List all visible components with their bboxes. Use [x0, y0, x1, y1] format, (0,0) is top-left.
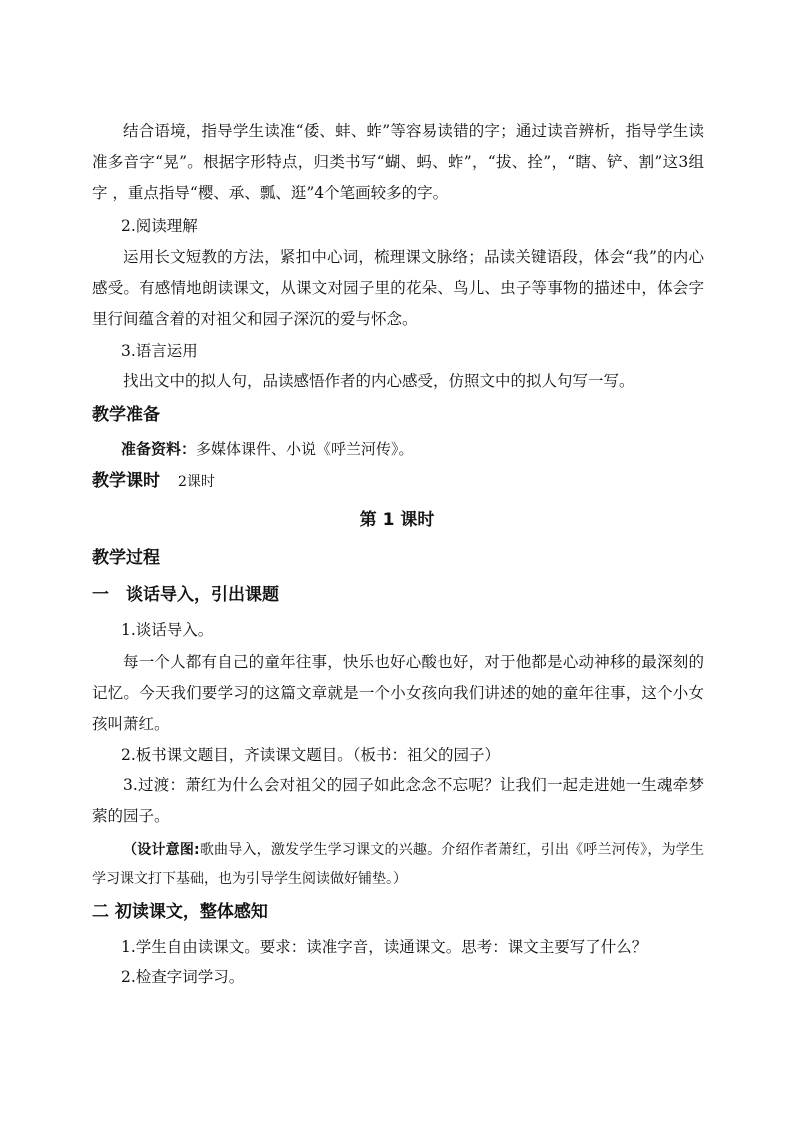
preparation-label: 准备资料： [121, 440, 197, 458]
section-two-item-1: 1.学生自由读课文。要求：读准字音，读通课文。思考：课文主要写了什么？ [121, 938, 648, 956]
lesson-title: 第 1 课时 [359, 510, 435, 530]
section-one-item-3: 3.过渡：萧红为什么会对祖父的园子如此念念不忘呢？让我们一起走进她一生魂牵梦萦的园子。 [92, 776, 704, 825]
objective-literacy-paragraph: 结合语境，指导学生读准“倭、蚌、蚱”等容易读错的字；通过读音辨析，指导学生读准多音字“晃”。根据字形特点，归类书写“蝴、蚂、蚱”，“拔、拴”，“瞎、铲、割”这3组字 ，重点指导“樱、承、瓢、逛”4个笔画较多的字。 [92, 122, 704, 202]
preparation-materials [121, 437, 414, 461]
section-one-item-1: 1.谈话导入。 [121, 621, 214, 639]
section-one-item-2: 2.板书课文题目，齐读课文题目。（板书：祖父的园子） [121, 746, 501, 764]
preparation-text: 多媒体课件、小说《呼兰河传》。 [196, 440, 414, 458]
teaching-hours-heading: 教学课时 [92, 471, 160, 491]
reading-comprehension-heading: 2.阅读理解 [121, 217, 198, 235]
section-two-item-2: 2.检查字词学习。 [121, 968, 245, 986]
teaching-process-heading: 教学过程 [92, 548, 160, 568]
language-use-heading: 3.语言运用 [121, 342, 198, 360]
section-one-heading: 一 谈话导入，引出课题 [92, 585, 279, 605]
teaching-hours-line [92, 469, 215, 494]
teaching-hours-value: 2课时 [178, 474, 215, 490]
design-intent-label: （设计意图: [123, 842, 200, 858]
language-use-paragraph: 找出文中的拟人句，品读感悟作者的内心感受，仿照文中的拟人句写一写。 [123, 372, 635, 390]
design-intent-note [92, 836, 704, 894]
teaching-preparation-heading: 教学准备 [92, 405, 160, 425]
section-two-heading: 二 初读课文，整体感知 [92, 902, 268, 922]
section-one-intro-paragraph: 每一个人都有自己的童年往事，快乐也好心酸也好，对于他都是心动神移的最深刻的记忆。今天我们要学习的这篇文章就是一个小女孩向我们讲述的她的童年往事，这个小女孩叫萧红。 [92, 653, 704, 733]
design-intent-text: 歌曲导入，激发学生学习课文的兴趣。介绍作者萧红，引出《呼兰河传》，为学生学习课文打下基础，也为引导学生阅读做好铺垫。） [92, 842, 704, 887]
reading-comprehension-paragraph: 运用长文短教的方法，紧扣中心词，梳理课文脉络；品读关键语段，体会“我”的内心感受。有感情地朗读课文，从课文对园子里的花朵、鸟儿、虫子等事物的描述中，体会字里行间蕴含着的对祖父和园子深沉的爱与怀念。 [92, 248, 704, 328]
